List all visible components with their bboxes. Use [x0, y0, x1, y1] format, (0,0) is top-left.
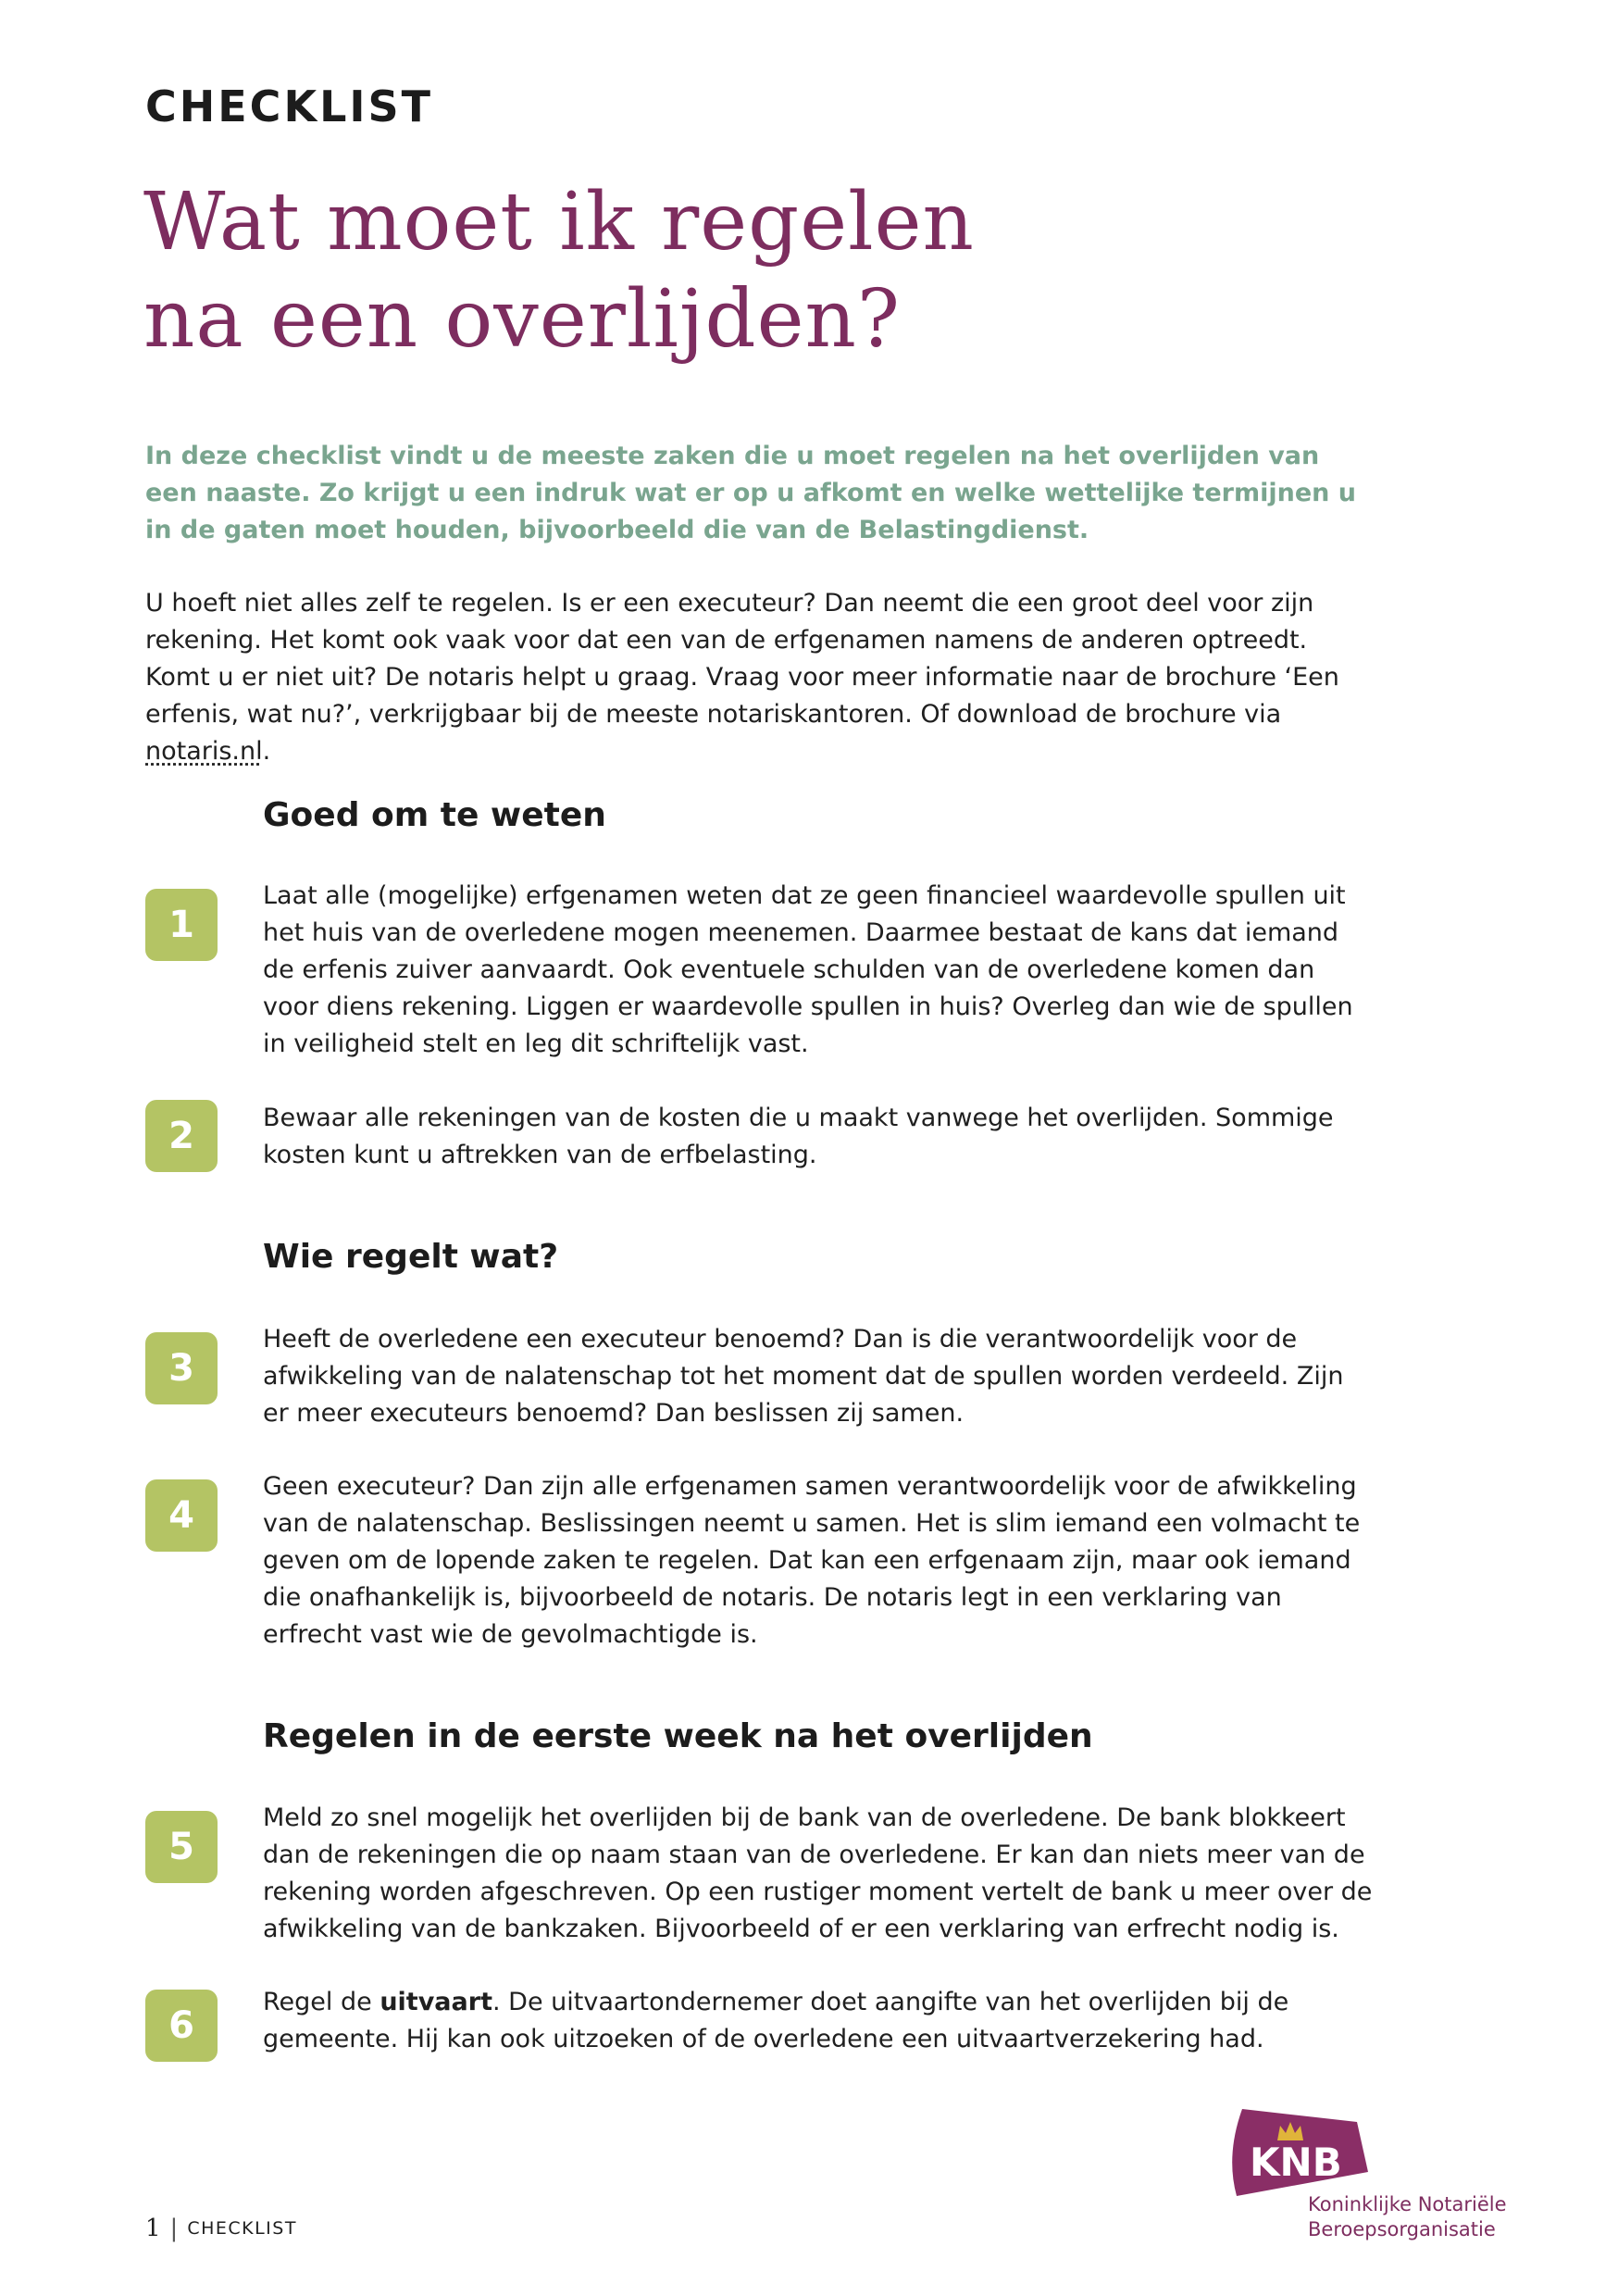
uitvaart-emphasis: uitvaart — [380, 1988, 492, 2016]
section-heading-goed-om-te-weten: Goed om te weten — [263, 796, 606, 834]
step-badge-5: 5 — [145, 1811, 218, 1883]
step-text-4: Geen executeur? Dan zijn alle erfgenamen samen verantwoordelijk voor de afwikkeling van de nalatenschap. Beslissingen neemt u samen. Het is slim iemand een volmacht te geven om de lopende zaken te regelen. Dat kan een erfgenaam zijn, maar ook iemand die onafhankelijk is, bijvoorbeeld de notaris. De notaris legt in een verklaring van erfrecht vast wie de gevolmachtigde is. — [263, 1472, 1361, 1649]
checklist-label: CHECKLIST — [145, 81, 434, 131]
intro-paragraph: In deze checklist vindt u de meeste zaken die u moet regelen na het overlijden van een naaste. Zo krijgt u een indruk wat er op u afkomt en welke wettelijke termijnen u in de gaten moet houden, bijvoorbeeld die van de Belastingdienst. — [145, 442, 1356, 544]
step-text-6-end: . De uitvaartondernemer doet aangifte van het overlijden bij de gemeente. Hij kan ook uitzoeken of de overledene een uitvaartverzekering had. — [263, 1988, 1289, 2053]
step-text-6 — [263, 1984, 1374, 2058]
knb-logo — [1222, 2103, 1527, 2252]
step-badge-6: 6 — [145, 1990, 218, 2062]
step-badge-3: 3 — [145, 1332, 218, 1404]
page-number: 1 — [145, 2215, 161, 2242]
step-badge-2: 2 — [145, 1100, 218, 1172]
step-text-1: Laat alle (mogelijke) erfgenamen weten dat ze geen financieel waardevolle spullen uit het huis van de overledene mogen meenemen. Daarmee bestaat de kans dat iemand de erfenis zuiver aanvaardt. Ook eventuele schulden van de overledene komen dan voor diens rekening. Liggen er waardevolle spullen in huis? Overleg dan wie de spullen in veiligheid stelt en leg dit schriftelijk vast. — [263, 881, 1353, 1058]
knb-logo-text: KNB — [1250, 2140, 1342, 2185]
step-text-6-start: Regel de — [263, 1988, 380, 2016]
page-footer — [145, 2215, 297, 2242]
section-heading-eerste-week: Regelen in de eerste week na het overlijden — [263, 1717, 1093, 1755]
step-text-5: Meld zo snel mogelijk het overlijden bij de bank van de overledene. De bank blokkeert dan de rekeningen die op naam staan van de overledene. Er kan dan niets meer van de rekening worden afgeschreven. Op een rustiger moment vertelt de bank u meer over de afwikkeling van de bankzaken. Bijvoorbeeld of er een verklaring van erfrecht nodig is. — [263, 1803, 1373, 1943]
step-badge-1: 1 — [145, 889, 218, 961]
page-title — [143, 174, 1347, 368]
body-text: U hoeft niet alles zelf te regelen. Is er een executeur? Dan neemt die een groot deel voor zijn rekening. Het komt ook vaak voor dat een van de erfgenamen namens de anderen optreedt. Komt u er niet uit? De notaris helpt u graag. Vraag voor meer informatie naar de brochure ‘Een erfenis, wat nu?’, verkrijgbaar bij de meeste notariskantoren. Of download de brochure via — [145, 589, 1339, 729]
title-line-1: Wat moet ik regelen — [143, 176, 975, 268]
body-paragraph — [145, 585, 1376, 770]
logo-line-2: Beroepsorganisatie — [1308, 2218, 1496, 2240]
knb-logo-subtitle — [1308, 2192, 1507, 2242]
title-line-2: na een overlijden? — [143, 273, 901, 366]
step-badge-4: 4 — [145, 1479, 218, 1552]
section-heading-wie-regelt-wat: Wie regelt wat? — [263, 1238, 559, 1276]
step-text-2: Bewaar alle rekeningen van de kosten die u maakt vanwege het overlijden. Sommige kosten kunt u aftrekken van de erfbelasting. — [263, 1104, 1334, 1169]
footer-separator: | — [169, 2215, 179, 2242]
body-text-end: . — [262, 737, 271, 766]
logo-line-1: Koninklijke Notariële — [1308, 2193, 1507, 2215]
notaris-link[interactable]: notaris.nl — [145, 737, 263, 766]
footer-label: CHECKLIST — [187, 2218, 297, 2239]
step-text-3: Heeft de overledene een executeur benoemd? Dan is die verantwoordelijk voor de afwikkeling van de nalatenschap tot het moment dat de spullen worden verdeeld. Zijn er meer executeurs benoemd? Dan beslissen zij samen. — [263, 1325, 1344, 1428]
